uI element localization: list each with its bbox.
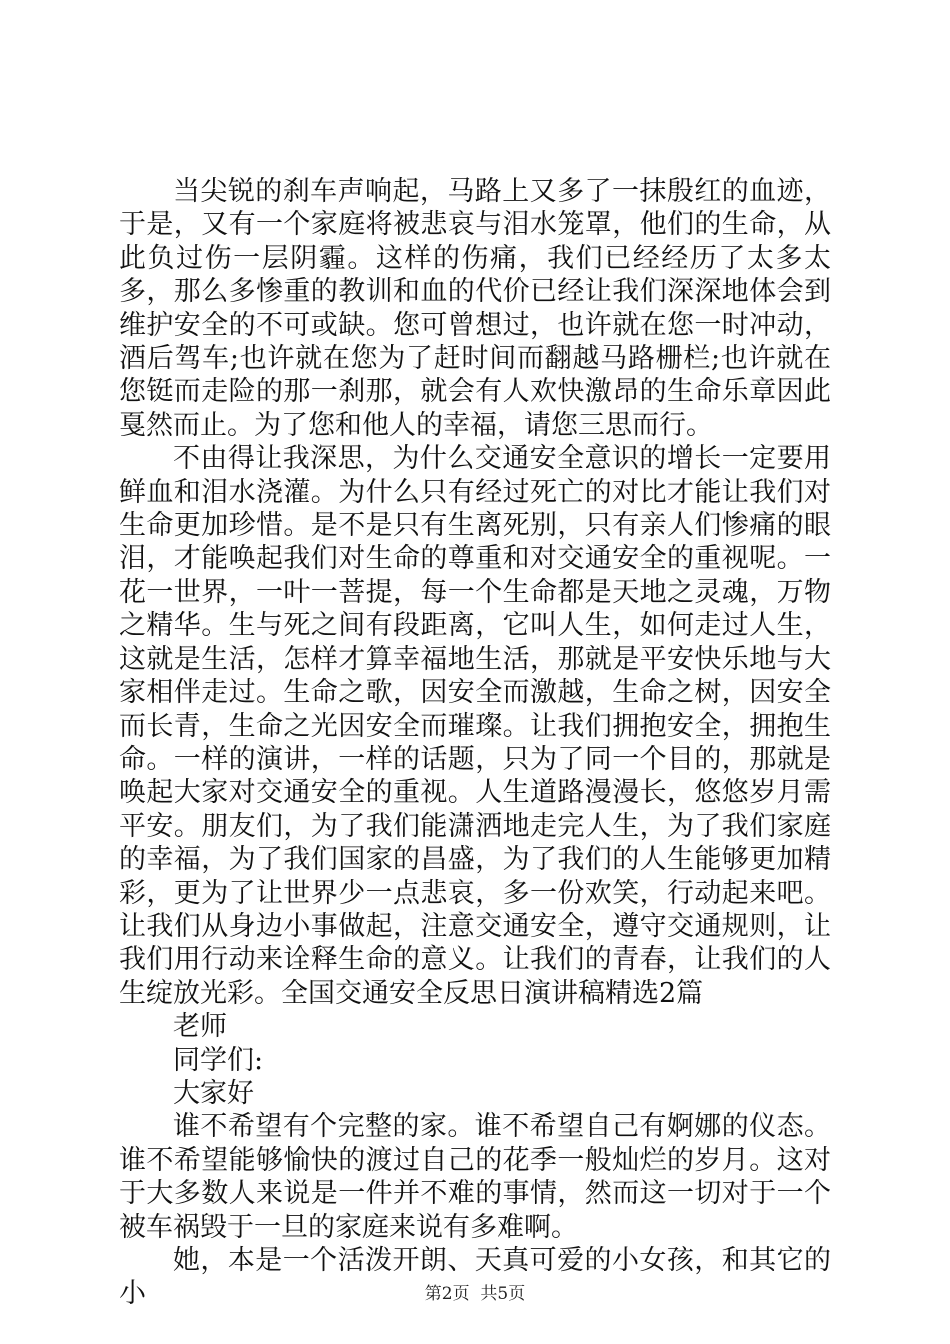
paragraph-2: 不由得让我深思，为什么交通安全意识的增长一定要用鲜血和泪水浇灌。为什么只有经过死亡的对比才能让我们对生命更加珍惜。是不是只有生离死别，只有亲人们惨痛的眼泪，才能唤起我们对生命的尊重和对交通安全的重视呢。一花一世界，一叶一菩提，每一个生命都是天地之灵魂，万物之精华。生与死之间有段距离，它叫人生，如何走过人生，这就是生活，怎样才算幸福地生活，那就是平安快乐地与大家相伴走过。生命之歌，因安全而激越，生命之树，因安全而长青，生命之光因安全而璀璨。让我们拥抱安全，拥抱生命。一样的演讲，一样的话题，只为了同一个目的，那就是唤起大家对交通安全的重视。人生道路漫漫长，悠悠岁月需平安。朋友们，为了我们能潇洒地走完人生，为了我们家庭的幸福，为了我们国家的昌盛，为了我们的人生能够更加精彩，更为了让世界少一点悲哀，多一份欢笑，行动起来吧。让我们从身边小事做起，注意交通安全，遵守交通规则，让我们用行动来诠释生命的意义。让我们的青春，让我们的人生绽放光彩。全国交通安全反思日演讲稿精选2篇 <box>119 443 831 1009</box>
paragraph-1: 当尖锐的刹车声响起，马路上又多了一抹殷红的血迹，于是，又有一个家庭将被悲哀与泪水笼罩，他们的生命，从此负过伤一层阴霾。这样的伤痛，我们已经经历了太多太多，那么多惨重的教训和血的代价已经让我们深深地体会到维护安全的不可或缺。您可曾想过，也许就在您一时冲动，酒后驾车;也许就在您为了赶时间而翻越马路栅栏;也许就在您铤而走险的那一刹那，就会有人欢快激昂的生命乐章因此戛然而止。为了您和他人的幸福，请您三思而行。 <box>119 176 831 441</box>
salutation-students: 同学们: <box>173 1044 264 1076</box>
paragraph-3: 谁不希望有个完整的家。谁不希望自己有婀娜的仪态。谁不希望能够愉快的渡过自己的花季一般灿烂的岁月。这对于大多数人来说是一件并不难的事情，然而这一切对于一个被车祸毁于一旦的家庭来说有多难啊。 <box>119 1111 831 1243</box>
greeting: 大家好 <box>173 1077 254 1109</box>
page-footer: 第2页 共5页 <box>424 1284 526 1304</box>
paragraph-4: 她，本是一个活泼开朗、天真可爱的小女孩，和其它的小 <box>119 1245 831 1310</box>
salutation-teacher: 老师 <box>173 1011 227 1043</box>
body-text <box>119 175 831 1311</box>
